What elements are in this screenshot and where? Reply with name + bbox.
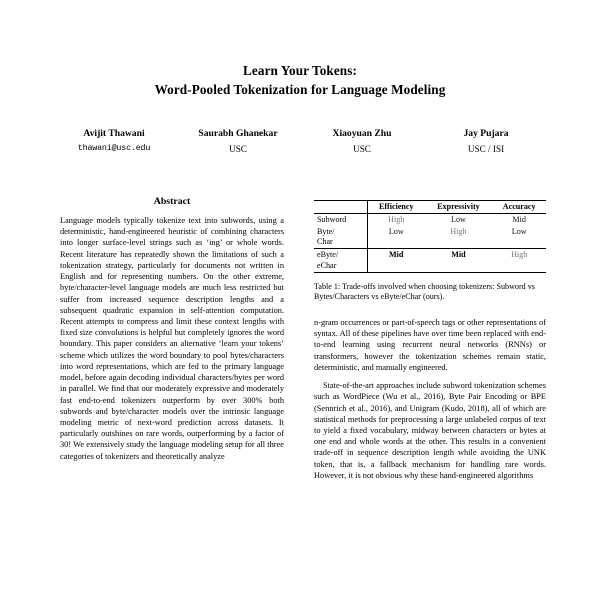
abstract-body	[56, 215, 288, 462]
table-text-spacer	[314, 303, 546, 317]
table-row	[314, 226, 546, 249]
author-email: thawani@usc.edu	[77, 144, 151, 154]
table-row-label-line-1: eByte/	[317, 250, 339, 260]
table-header	[314, 201, 546, 214]
author-name: Jay Pujara	[463, 128, 509, 140]
table-cell-bytechar-accuracy: Low	[511, 227, 527, 237]
table-row	[314, 249, 546, 272]
table-cell-subword-efficiency: High	[368, 214, 425, 227]
table-cell-bytechar-expressivity: High	[450, 227, 467, 237]
table-caption: Table 1: Trade-offs involved when choosing tokenizers: Subword vs Bytes/Characters vs eByte/eChar (ours).	[314, 281, 535, 302]
table-row-label-bytechar	[314, 226, 368, 249]
table-cell-bytechar-efficiency: Low	[368, 226, 425, 249]
title-block	[0, 0, 600, 99]
right-column-text	[314, 317, 546, 481]
author-entry	[52, 127, 176, 155]
body-columns	[0, 196, 600, 600]
table-col-header-expressivity: Expressivity	[425, 201, 493, 214]
table-cell-ebyteechar-efficiency: Mid	[368, 249, 425, 272]
table-row-label-line-2: Char	[317, 237, 333, 247]
author-list	[0, 127, 600, 156]
table-cell-ebyteechar-accuracy: High	[492, 249, 546, 272]
table-body	[314, 214, 546, 273]
paragraph-continued: n-gram occurrences or part-of-speech tags or other representations of syntax. All of these pipelines have over time been replaced with end-to-end learning using recurrent neural networks (RNNs) or transformers, however the tokenization schemes remain static, deterministic, and manually engineered.	[314, 318, 546, 372]
tradeoffs-table	[314, 200, 546, 273]
table-row-label-subword: Subword	[317, 215, 347, 225]
abstract-heading: Abstract	[153, 196, 191, 207]
table-1-wrapper	[314, 200, 546, 303]
left-column	[56, 196, 288, 600]
page-title	[65, 62, 535, 99]
abstract-paragraph: Language models typically tokenize text into subwords, using a deterministic, hand-engineered heuristic of combining characters into longer surface-level strings such as ‘ing’ or whole words. Recent literature has repeatedly shown the limitations of such a tokenization strategy, particularly for documents not written in English and for representing numbers. On the other extreme, byte/character-level language models are much less restricted but suffer from increased sequence description lengths and a subsequent quadratic expansion in self-attention computation. Recent attempts to compress and limit these context lengths with fixed size convolutions is helpful but completely ignores the word boundary. This paper considers an alternative ‘learn your tokens’ scheme which utilizes the word boundary to pool bytes/characters into word representations, which are fed to the primary language model, before again decoding individual characters/bytes per word in parallel. We find that our moderately expressive and moderately fast end-to-end tokenizers outperform by over 300% both subwords and byte/character models over the intrinsic language modeling metric of next-word prediction across datasets. It particularly outshines on rare words, outperforming by a factor of 30! We extensively study the language modeling setup for all three categories of tokenizers and theoretically analyze	[60, 216, 284, 461]
table-col-header-accuracy: Accuracy	[492, 201, 546, 214]
author-affiliation: USC	[229, 144, 247, 155]
table-header-row	[314, 201, 546, 214]
author-name: Saurabh Ghanekar	[198, 128, 278, 140]
author-name: Avijit Thawani	[83, 128, 145, 140]
table-row	[314, 214, 546, 227]
author-entry	[176, 127, 300, 156]
paragraph-state-of-the-art: State-of-the-art approaches include subword tokenization schemes such as WordPiece (Wu et al., 2016), Byte Pair Encoding or BPE (Sennrich et al., 2016), and Unigram (Kudo, 2018), all of which are statistical methods for preprocessing a large unlabeled corpus of text to yield a fixed vocabulary, midway between characters or bytes at one end and whole words at the other. This results in a convenient trade-off in sequence description length while avoiding the UNK token, that is, a fallback mechanism for handling rare words. However, it is not obvious why these hand-engineered algorithms	[314, 381, 546, 480]
table-cell-ebyteechar-expressivity: Mid	[425, 249, 493, 272]
author-affiliation: USC	[353, 144, 371, 155]
author-affiliation: USC / ISI	[467, 144, 505, 155]
table-row-label-ebyteechar	[314, 249, 368, 272]
table-row-label-line-1: Byte/	[317, 227, 335, 237]
author-entry	[300, 127, 424, 156]
table-col-header-blank	[314, 201, 368, 214]
author-entry	[424, 127, 548, 156]
author-name: Xiaoyuan Zhu	[332, 128, 392, 140]
table-row-label-line-2: eChar	[317, 260, 337, 270]
table-cell-subword-expressivity: Low	[451, 215, 466, 225]
paper-title-line-1: Learn Your Tokens:	[243, 63, 357, 78]
table-cell-subword-accuracy: Mid	[512, 215, 526, 225]
paper-title-line-2: Word-Pooled Tokenization for Language Modeling	[154, 81, 446, 97]
right-column	[314, 196, 546, 600]
table-col-header-efficiency: Efficiency	[368, 201, 425, 214]
